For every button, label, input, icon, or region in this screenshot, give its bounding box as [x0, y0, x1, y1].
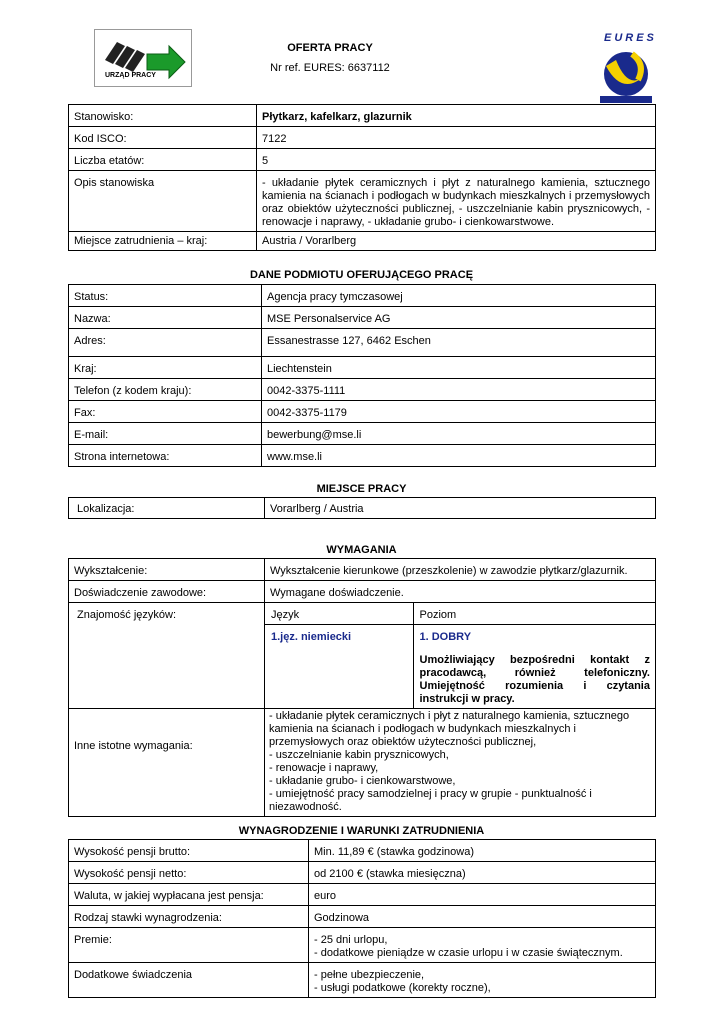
- table-row: [69, 884, 656, 906]
- row-label: Premie:: [69, 928, 309, 963]
- website-value: www.mse.li: [262, 445, 656, 467]
- row-value: MSE Personalservice AG: [262, 307, 656, 329]
- workplace-section-heading: MIEJSCE PRACY: [316, 483, 407, 495]
- table-row: [69, 963, 656, 998]
- table-row: [69, 127, 656, 149]
- table-row: [69, 928, 656, 963]
- row-value: Wymagane doświadczenie.: [265, 581, 656, 603]
- row-value: euro: [309, 884, 656, 906]
- requirement-line: - uszczelnianie kabin prysznicowych,: [269, 749, 449, 761]
- table-row: [69, 329, 656, 357]
- benefits-cell: [309, 963, 656, 998]
- row-value: Godzinowa: [309, 906, 656, 928]
- table-row: [69, 862, 656, 884]
- eures-reference: Nr ref. EURES: 6637112: [270, 62, 390, 74]
- row-label: Wysokość pensji brutto:: [69, 840, 309, 862]
- language-level-cell: [413, 625, 656, 709]
- requirement-line: - układanie grubo- i cienkowarstwowe,: [269, 775, 456, 787]
- eures-logo-text: EURES: [604, 32, 657, 44]
- row-label: Doświadczenie zawodowe:: [69, 581, 265, 603]
- table-row: [69, 709, 656, 817]
- row-value: Vorarlberg / Austria: [265, 498, 656, 519]
- row-label: Miejsce zatrudnienia – kraj:: [69, 232, 257, 251]
- bonus-line: - dodatkowe pieniądze w czasie urlopu i w czasie świątecznym.: [314, 947, 623, 959]
- table-row: [69, 906, 656, 928]
- requirement-line: - układanie płytek ceramicznych i płyt z naturalnego kamienia, sztucznego: [269, 710, 630, 722]
- employer-table: [68, 284, 656, 467]
- benefit-line: - usługi podatkowe (korekty roczne),: [314, 982, 491, 994]
- row-label: Status:: [69, 285, 262, 307]
- table-row: [69, 232, 656, 251]
- table-row: [69, 581, 656, 603]
- table-row: [69, 285, 656, 307]
- row-value: Austria / Vorarlberg: [257, 232, 656, 251]
- table-row: [69, 559, 656, 581]
- languages-cell: [265, 603, 656, 709]
- benefit-line: - pełne ubezpieczenie,: [314, 969, 425, 981]
- row-label: Opis stanowiska: [69, 171, 257, 232]
- row-label: Kraj:: [69, 357, 262, 379]
- row-label: Waluta, w jakiej wypłacana jest pensja:: [69, 884, 309, 906]
- row-label: Telefon (z kodem kraju):: [69, 379, 262, 401]
- row-value: Wykształcenie kierunkowe (przeszkolenie) w zawodzie płytkarz/glazurnik.: [265, 559, 656, 581]
- row-value: 7122: [257, 127, 656, 149]
- language-level: 1. DOBRY: [419, 631, 472, 643]
- row-value: Essanestrasse 127, 6462 Eschen: [262, 329, 656, 357]
- language-column-header: Język: [265, 603, 413, 625]
- row-label: Nazwa:: [69, 307, 262, 329]
- row-label: Strona internetowa:: [69, 445, 262, 467]
- row-label: Inne istotne wymagania:: [69, 709, 265, 817]
- other-requirements-cell: [265, 709, 656, 817]
- requirement-line: - umiejętność pracy samodzielnej i pracy w grupie - punktualność i: [269, 788, 592, 800]
- table-row: [69, 445, 656, 467]
- table-row: [69, 840, 656, 862]
- row-value: od 2100 € (stawka miesięczna): [309, 862, 656, 884]
- row-label: E-mail:: [69, 423, 262, 445]
- requirement-line: kamienia na ścianach i podłogach w budynkach mieszkalnych i: [269, 723, 576, 735]
- row-value: Agencja pracy tymczasowej: [262, 285, 656, 307]
- language-name: 1.jęz. niemiecki: [265, 625, 413, 709]
- table-row: [69, 603, 656, 709]
- table-row: [69, 379, 656, 401]
- urzad-pracy-logo-text: URZĄD PRACY: [105, 72, 156, 79]
- languages-table: [265, 603, 656, 708]
- row-label: Fax:: [69, 401, 262, 423]
- level-column-header: Poziom: [413, 603, 656, 625]
- table-row: [69, 357, 656, 379]
- eures-logo: [598, 32, 656, 104]
- requirement-line: - renowacje i naprawy,: [269, 762, 379, 774]
- table-row: [69, 307, 656, 329]
- urzad-pracy-logo: [94, 29, 192, 87]
- table-row: [69, 401, 656, 423]
- row-value: Min. 11,89 € (stawka godzinowa): [309, 840, 656, 862]
- table-row: [69, 423, 656, 445]
- row-label: Liczba etatów:: [69, 149, 257, 171]
- job-title-value: Płytkarz, kafelkarz, glazurnik: [257, 105, 656, 127]
- row-label: Kod ISCO:: [69, 127, 257, 149]
- row-value: 5: [257, 149, 656, 171]
- workplace-table: [68, 497, 656, 519]
- row-label: Lokalizacja:: [69, 498, 265, 519]
- salary-section-heading: WYNAGRODZENIE I WARUNKI ZATRUDNIENIA: [238, 825, 485, 837]
- table-row: [265, 625, 656, 709]
- bonus-line: - 25 dni urlopu,: [314, 934, 388, 946]
- eures-emblem-icon: [598, 46, 656, 104]
- row-label: Wysokość pensji netto:: [69, 862, 309, 884]
- row-value: 0042-3375-1179: [262, 401, 656, 423]
- row-label: Rodzaj stawki wynagrodzenia:: [69, 906, 309, 928]
- row-label: Znajomość języków:: [69, 603, 265, 709]
- requirements-section-heading: WYMAGANIA: [326, 544, 397, 556]
- requirements-table: [68, 558, 656, 817]
- row-label: Stanowisko:: [69, 105, 257, 127]
- row-label: Dodatkowe świadczenia: [69, 963, 309, 998]
- employer-section-heading: DANE PODMIOTU OFERUJĄCEGO PRACĘ: [249, 269, 474, 281]
- row-label: Wykształcenie:: [69, 559, 265, 581]
- table-row: [69, 498, 656, 519]
- language-level-description: Umożliwiający bezpośredni kontakt z pracodawcą, również telefoniczny. Umiejętność rozumienia i czytania instrukcji w pracy.: [419, 654, 650, 705]
- requirement-line: przemysłowych oraz obiektów użyteczności publicznej,: [269, 736, 537, 748]
- bonus-cell: [309, 928, 656, 963]
- row-value: 0042-3375-1111: [262, 379, 656, 401]
- requirement-line: niezawodność.: [269, 801, 342, 813]
- position-table: [68, 104, 656, 251]
- salary-table: [68, 839, 656, 998]
- email-value: bewerbung@mse.li: [262, 423, 656, 445]
- table-row: [69, 149, 656, 171]
- table-row: [69, 105, 656, 127]
- job-description-value: - układanie płytek ceramicznych i płyt z naturalnego kamienia, sztucznego kamienia na ścianach i podłogach w budynkach mieszkalnych i przemysłowych oraz obiektów użyteczności publicznej, - uszczelnianie kabin prysznicowych, - renowacje i naprawy, - układanie grubo- i cienkowarstwowe.: [257, 171, 656, 232]
- table-row: [69, 171, 656, 232]
- row-label: Adres:: [69, 329, 262, 357]
- page-title: OFERTA PRACY: [287, 42, 373, 54]
- table-row: [265, 603, 656, 625]
- row-value: Liechtenstein: [262, 357, 656, 379]
